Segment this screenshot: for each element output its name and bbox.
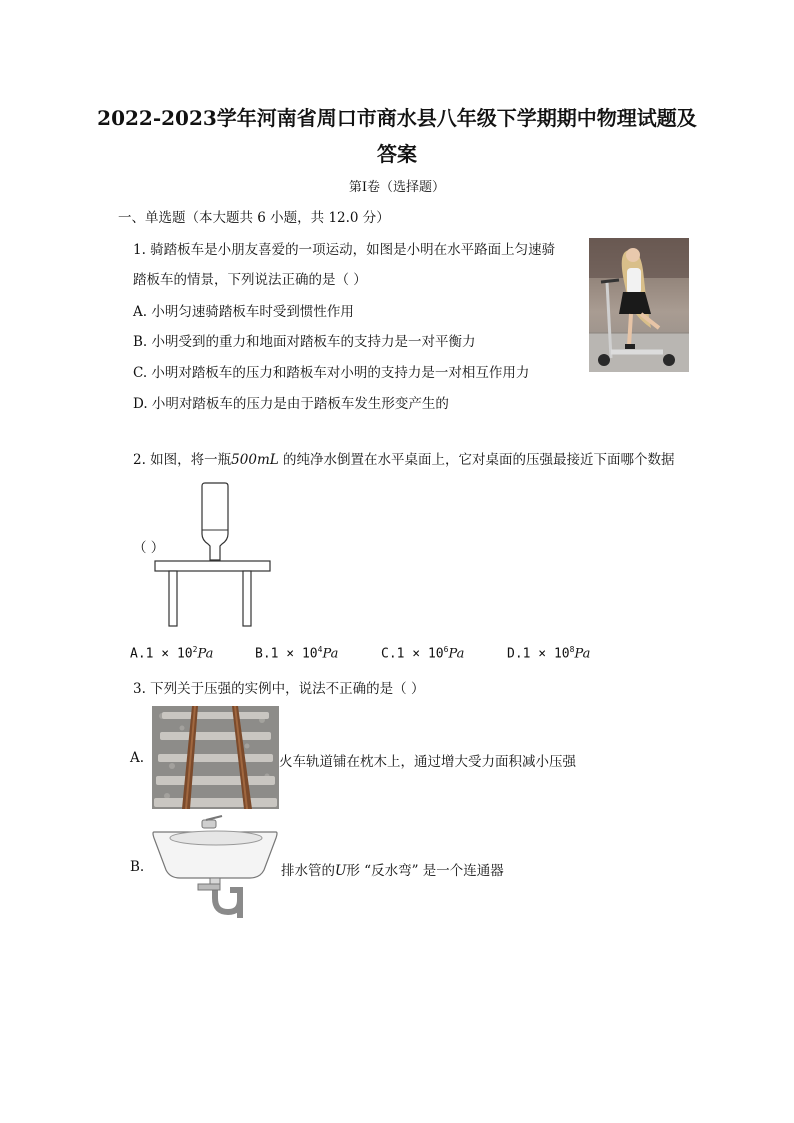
q2-option-c-value: 1 × 10 [396, 646, 444, 662]
q2-option-b-exp: 4 [317, 645, 323, 654]
q3-option-a-letter: A. [130, 750, 145, 766]
q2-paren: （ ） [133, 540, 165, 556]
q2-stem-after: 的纯净水倒置在水平桌面上，它对桌面的压强最接近下面哪个数据 [278, 452, 675, 468]
q2-option-b-unit: Pa [322, 646, 339, 662]
q3-stem: 3. 下列关于压强的实例中，说法不正确的是（ ） [133, 681, 425, 697]
q2-option-c-letter: C. [381, 646, 397, 662]
bottle-on-table-figure [152, 482, 274, 628]
document-title: 2022-2023学年河南省周口市商水县八年级下学期期中物理试题及 [97, 106, 697, 130]
q1-stem-line2: 踏板车的情景，下列说法正确的是（ ） [133, 272, 367, 288]
q2-option-c-unit: Pa [448, 646, 465, 662]
q2-option-a-letter: A. [130, 646, 146, 662]
sink-drain-figure [150, 812, 280, 920]
q2-volume: 500mL [231, 452, 279, 468]
q2-option-d-unit: Pa [574, 646, 591, 662]
q1-option-c: C. 小明对踏板车的压力和踏板车对小明的支持力是一对相互作用力 [133, 365, 530, 381]
q2-option-d-letter: D. [507, 646, 523, 662]
q1-option-a: A. 小明匀速骑踏板车时受到惯性作用 [133, 304, 354, 320]
q3-option-a-text: 火车轨道铺在枕木上，通过增大受力面积减小压强 [279, 754, 576, 770]
q2-option-a-unit: Pa [197, 646, 214, 662]
q1-option-b: B. 小明受到的重力和地面对踏板车的支持力是一对平衡力 [133, 334, 476, 350]
q2-option-c [381, 645, 464, 661]
q3-option-b-letter: B. [130, 859, 145, 875]
section-heading: 一、单选题（本大题共 6 小题，共 12.0 分） [118, 210, 390, 226]
q3-option-b-text-after: 形 “反水弯” 是一个连通器 [346, 863, 504, 879]
q2-option-b-value: 1 × 10 [270, 646, 318, 662]
q2-option-c-exp: 6 [443, 645, 449, 654]
q3-option-b-text-before: 排水管的 [281, 863, 335, 879]
q3-option-b-text [281, 859, 504, 879]
document-title-cont: 答案 [377, 142, 417, 166]
q3-option-b-var: U [335, 863, 347, 879]
scooter-photo [589, 238, 689, 372]
q2-option-a-exp: 2 [192, 645, 198, 654]
q2-option-a-value: 1 × 10 [145, 646, 193, 662]
q2-option-d-exp: 8 [569, 645, 575, 654]
q2-option-d [507, 645, 590, 661]
volume-label: 第I卷（选择题） [348, 180, 446, 195]
q1-stem-line1: 1. 骑踏板车是小朋友喜爱的一项运动，如图是小明在水平路面上匀速骑 [133, 242, 556, 258]
q2-option-a [130, 645, 213, 661]
q2-stem-before: 2. 如图，将一瓶 [133, 452, 232, 468]
railway-track-photo [152, 706, 279, 809]
q2-option-b [255, 645, 338, 661]
q2-stem [133, 448, 675, 468]
q1-option-d: D. 小明对踏板车的压力是由于踏板车发生形变产生的 [133, 396, 449, 412]
q2-option-d-value: 1 × 10 [522, 646, 570, 662]
q2-option-b-letter: B. [255, 646, 271, 662]
